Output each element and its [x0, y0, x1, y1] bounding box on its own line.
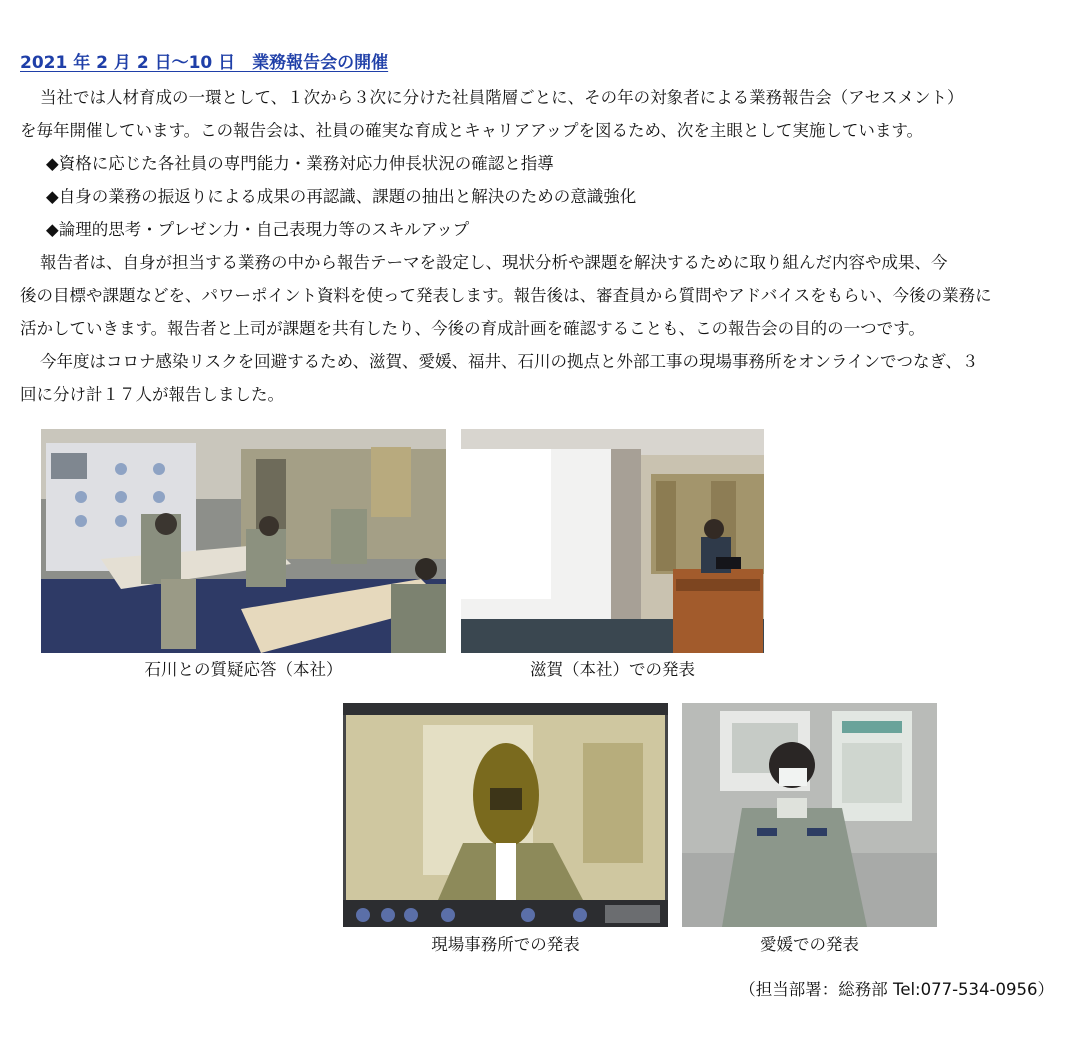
body2-line-1: 報告者は、自身が担当する業務の中から報告テーマを設定し、現状分析や課題を解決するために取り組んだ内容や成果、今 [40, 253, 948, 272]
photo-ishikawa-qa [41, 429, 446, 653]
bullet-item: ◆自身の業務の振返りによる成果の再認識、課題の抽出と解決のための意識強化 [46, 187, 637, 206]
body3-line-2: 回に分け計１７人が報告しました。 [20, 385, 284, 404]
article-title: 2021 年 2 月 2 日〜10 日 業務報告会の開催 [20, 53, 389, 73]
body2-line-3: 活かしていきます。報告者と上司が課題を共有したり、今後の育成計画を確認することも、この報告会の目的の一つです。 [20, 319, 925, 338]
intro-paragraph [20, 81, 1060, 411]
photo-ehime-presentation [682, 703, 937, 927]
body2-line-2: 後の目標や課題などを、パワーポイント資料を使って発表します。報告後は、審査員から質問やアドバイスをもらい、今後の業務に [20, 286, 992, 305]
intro-line-1: 当社では人材育成の一環として、１次から３次に分けた社員階層ごとに、その年の対象者による業務報告会（アセスメント） [40, 88, 964, 107]
caption-shiga-presentation: 滋賀（本社）での発表 [530, 660, 695, 679]
bullet-item: ◆資格に応じた各社員の専門能力・業務対応力伸長状況の確認と指導 [46, 154, 554, 173]
bullet-item: ◆論理的思考・プレゼン力・自己表現力等のスキルアップ [46, 220, 470, 239]
photo-field-office-presentation [343, 703, 668, 927]
intro-line-2: を毎年開催しています。この報告会は、社員の確実な育成とキャリアアップを図るため、次を主眼として実施しています。 [20, 121, 924, 140]
photo-shiga-presentation [461, 429, 764, 653]
caption-ishikawa-qa: 石川との質疑応答（本社） [144, 660, 343, 679]
contact-info: （担当部署：総務部 Tel:077-534-0956） [739, 980, 1054, 999]
caption-ehime-presentation: 愛媛での発表 [760, 935, 859, 954]
caption-field-office-presentation: 現場事務所での発表 [431, 935, 580, 954]
body3-line-1: 今年度はコロナ感染リスクを回避するため、滋賀、愛媛、福井、石川の拠点と外部工事の現場事務所をオンラインでつなぎ、３ [40, 352, 979, 371]
